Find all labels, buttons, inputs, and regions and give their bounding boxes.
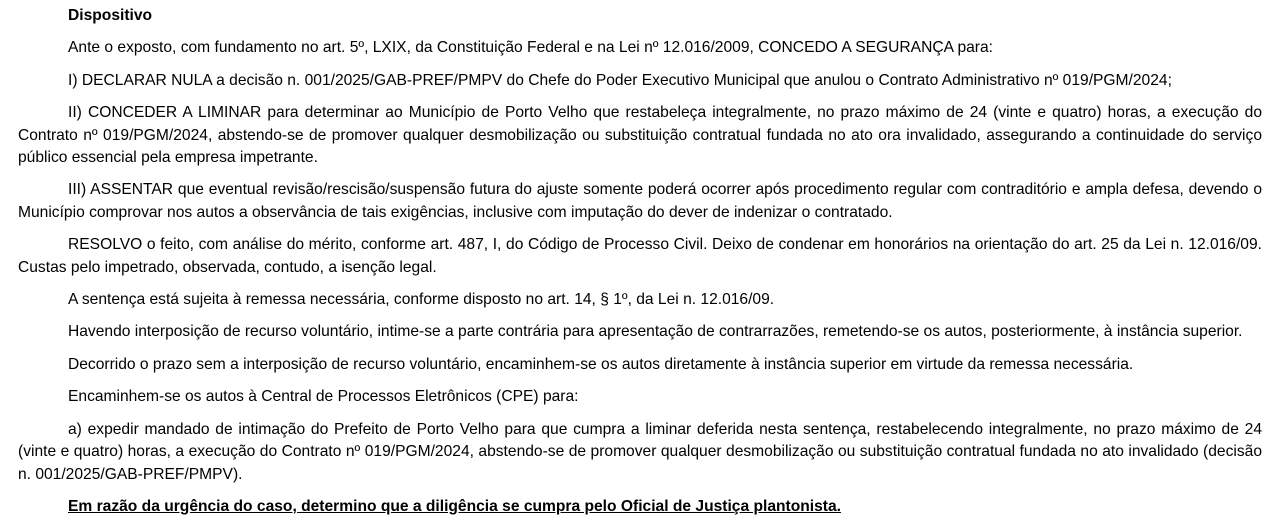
paragraph: Ante o exposto, com fundamento no art. 5º, LXIX, da Constituição Federal e na Lei nº 12.016/2009, CONCEDO A SEGURANÇA para: <box>68 39 994 57</box>
paragraph: Havendo interposição de recurso voluntário, intime-se a parte contrária para apresentação de contrarrazões, remetendo-se os autos, posteriormente, à instância superior. <box>68 323 1243 341</box>
document-body <box>18 37 1262 518</box>
section-heading: Dispositivo <box>68 7 153 24</box>
paragraph: RESOLVO o feito, com análise do mérito, conforme art. 487, I, do Código de Processo Civil. Deixo de condenar em honorários na orientação do art. 25 da Lei n. 12.016/09. Custas pelo impetrado, observada, contudo, a isenção legal. <box>18 236 1262 276</box>
paragraph: Encaminhem-se os autos à Central de Processos Eletrônicos (CPE) para: <box>68 388 579 406</box>
paragraph: III) ASSENTAR que eventual revisão/rescisão/suspensão futura do ajuste somente poderá ocorrer após procedimento regular com contraditório e ampla defesa, devendo o Município comprovar nos autos a observância de tais exigências, inclusive com imputação do dever de indenizar o contratado. <box>18 181 1262 221</box>
paragraph: a) expedir mandado de intimação do Prefeito de Porto Velho para que cumpra a liminar deferida nesta sentença, restabelecendo integralmente, no prazo máximo de 24 (vinte e quatro) horas, a execução do Contrato nº 019/PGM/2024, abstendo-se de promover qualquer desmobilização ou substituição contratual fundada no ato invalidado (decisão n. 001/2025/GAB-PREF/PMPV). <box>18 420 1262 483</box>
paragraph: A sentença está sujeita à remessa necessária, conforme disposto no art. 14, § 1º, da Lei n. 12.016/09. <box>68 291 775 309</box>
paragraph: Em razão da urgência do caso, determino que a diligência se cumpra pelo Oficial de Justiça plantonista. <box>68 497 841 515</box>
paragraph: II) CONCEDER A LIMINAR para determinar ao Município de Porto Velho que restabeleça integralmente, no prazo máximo de 24 (vinte e quatro) horas, a execução do Contrato nº 019/PGM/2024, abstendo-se de promover qualquer desmobilização ou substituição contratual fundada no ato ora invalidado, assegurando a continuidade do serviço público essencial pela empresa impetrante. <box>18 104 1262 167</box>
paragraph: Decorrido o prazo sem a interposição de recurso voluntário, encaminhem-se os autos diretamente à instância superior em virtude da remessa necessária. <box>68 355 1134 373</box>
paragraph: I) DECLARAR NULA a decisão n. 001/2025/GAB-PREF/PMPV do Chefe do Poder Executivo Municipal que anulou o Contrato Administrativo nº 019/PGM/2024; <box>68 71 1172 89</box>
